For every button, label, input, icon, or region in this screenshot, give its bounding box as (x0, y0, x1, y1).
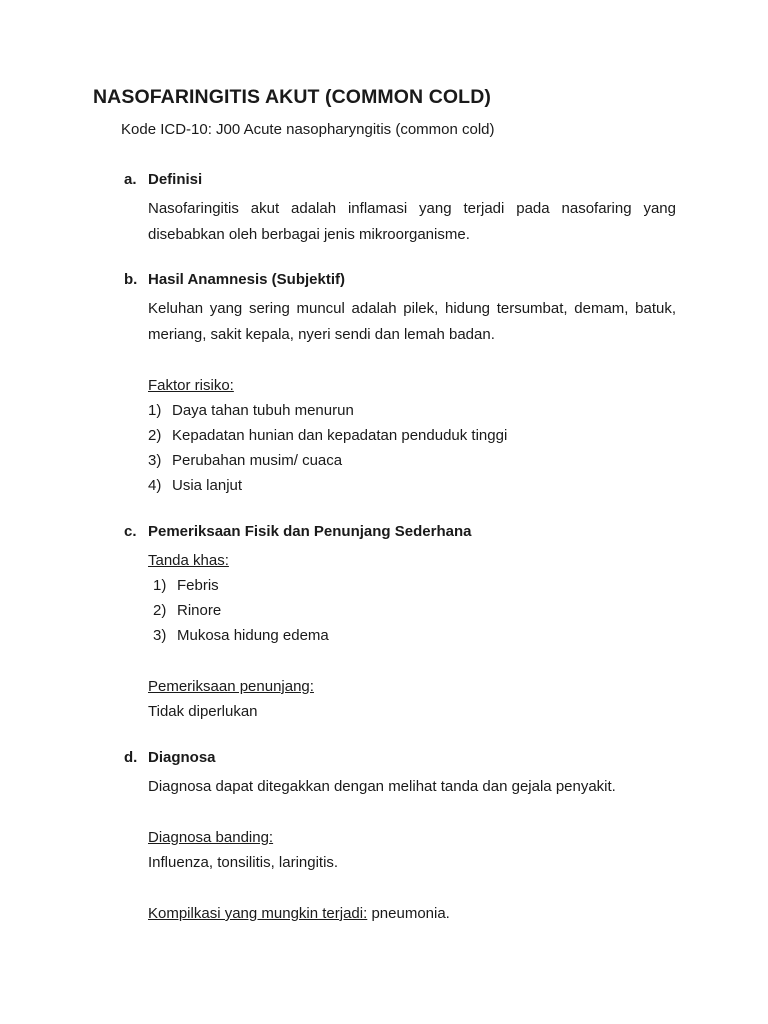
section-heading (124, 171, 676, 196)
list-item: 4) Usia lanjut (148, 477, 243, 494)
support-label: Pemeriksaan penunjang: (148, 678, 314, 695)
section-title: Pemeriksaan Fisik dan Penunjang Sederhana (148, 523, 472, 540)
risk-factors-label: Faktor risiko: (148, 377, 234, 394)
support-text: Tidak diperlukan (148, 703, 258, 720)
section-title: Definisi (148, 171, 203, 188)
anamnesis-text: Keluhan yang sering muncul adalah pilek, hidung tersumbat, demam, batuk, meriang, sakit kepala, nyeri sendi dan lemah badan. (148, 300, 676, 343)
section-title: Diagnosa (148, 749, 216, 766)
section-title: Hasil Anamnesis (Subjektif) (148, 271, 345, 288)
signs-label: Tanda khas: (148, 552, 229, 569)
list-item: 3) Mukosa hidung edema (153, 627, 329, 644)
differential-label: Diagnosa banding: (148, 829, 274, 846)
section-anamnesis (124, 271, 676, 498)
icd-code: Kode ICD-10: J00 Acute nasopharyngitis (common cold) (121, 121, 495, 138)
section-definisi (124, 171, 676, 247)
complication-text: pneumonia. (371, 905, 450, 922)
list-item: 2) Rinore (153, 602, 222, 619)
list-item: 3) Perubahan musim/ cuaca (148, 452, 343, 469)
document-title: NASOFARINGITIS AKUT (COMMON COLD) (93, 86, 491, 108)
section-heading (124, 523, 676, 548)
differential-text: Influenza, tonsilitis, laringitis. (148, 854, 339, 871)
section-diagnosa (124, 749, 676, 926)
list-item: 2) Kepadatan hunian dan kepadatan penduduk tinggi (148, 427, 508, 444)
section-heading (124, 271, 676, 296)
section-letter: c. (124, 523, 137, 540)
section-letter: b. (124, 271, 138, 288)
list-item: 1) Daya tahan tubuh menurun (148, 402, 354, 419)
section-letter: d. (124, 749, 138, 766)
section-heading (124, 749, 676, 774)
section-pemeriksaan (124, 523, 676, 724)
complication-label: Kompilkasi yang mungkin terjadi: (148, 905, 368, 922)
list-item: 1) Febris (153, 577, 219, 594)
definition-text: Nasofaringitis akut adalah inflamasi yang terjadi pada nasofaring yang disebabkan oleh berbagai jenis mikroorganisme. (148, 200, 676, 243)
diagnosis-text: Diagnosa dapat ditegakkan dengan melihat tanda dan gejala penyakit. (148, 778, 616, 795)
section-letter: a. (124, 171, 137, 188)
